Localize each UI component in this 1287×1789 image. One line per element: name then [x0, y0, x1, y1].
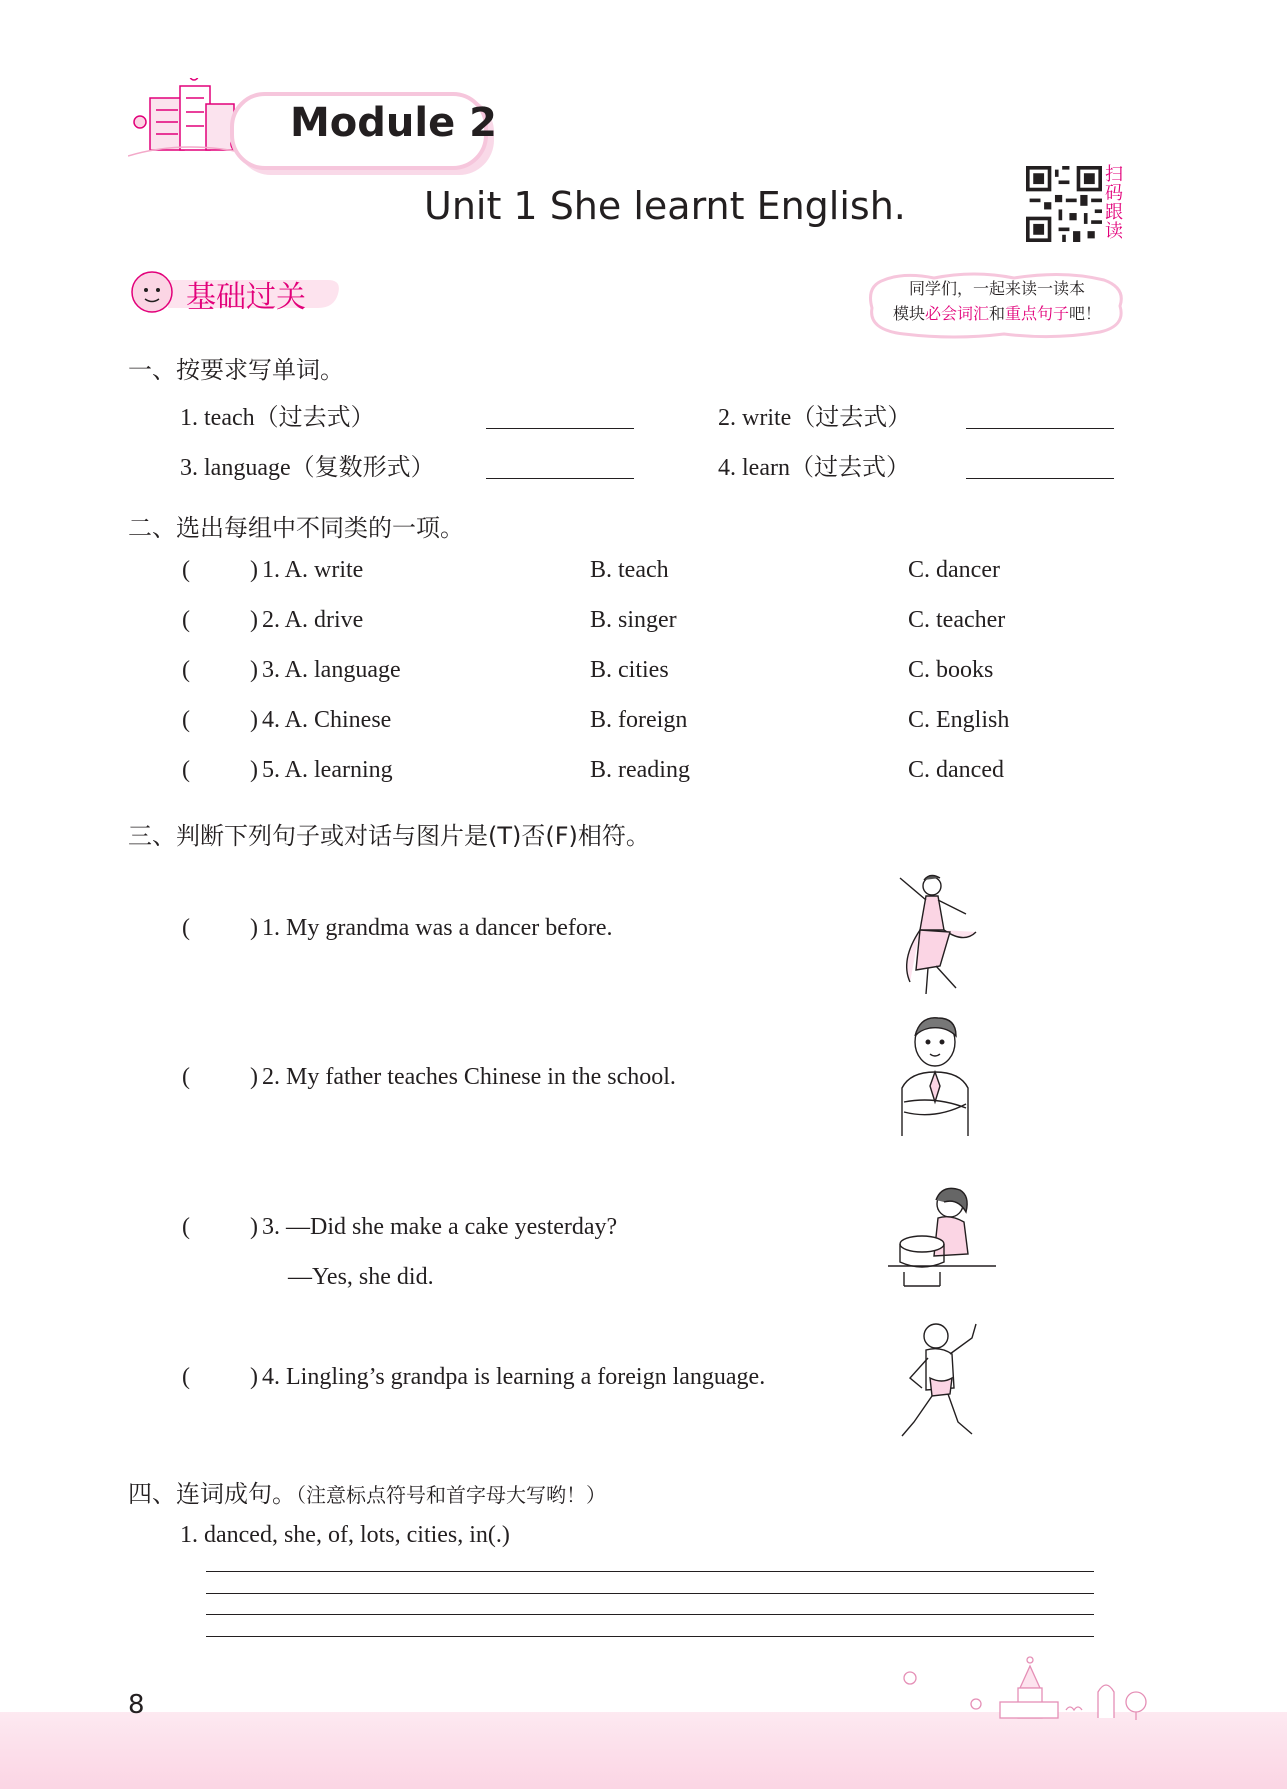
- part4-note: （注意标点符号和首字母大写哟！）: [296, 1485, 606, 1507]
- answer-paren-open: (: [182, 557, 190, 583]
- tf-statement-1: 1. My grandma was a dancer before.: [262, 915, 613, 941]
- answer-paren-open: (: [182, 707, 190, 733]
- tf-statement-4: 4. Lingling’s grandpa is learning a foreign language.: [262, 1364, 766, 1390]
- answer-paren-close[interactable]: ): [250, 707, 258, 733]
- tf-statement-2: 2. My father teaches Chinese in the school.: [262, 1064, 676, 1090]
- page-number: 8: [128, 1690, 145, 1720]
- part2-heading: 二、选出每组中不同类的一项。: [128, 514, 464, 542]
- option-c-1: C. dancer: [908, 557, 1000, 583]
- answer-paren-open: (: [182, 607, 190, 633]
- writing-line-2[interactable]: [206, 1593, 1094, 1594]
- section-title: 基础过关: [186, 280, 306, 315]
- girl-making-cake-picture: [886, 1182, 998, 1288]
- option-b-5: B. reading: [590, 757, 690, 783]
- dancer-picture: [880, 870, 990, 998]
- part1-item-1: 1. teach（过去式）: [180, 405, 375, 431]
- answer-paren-open: (: [182, 915, 190, 941]
- answer-paren-close[interactable]: ): [250, 915, 258, 941]
- answer-paren-open: (: [182, 1364, 190, 1390]
- part1-heading: 一、按要求写单词。: [128, 356, 344, 384]
- highlight-sentences: 重点句子: [1005, 306, 1070, 323]
- answer-paren-close[interactable]: ): [250, 607, 258, 633]
- answer-paren-close[interactable]: ): [250, 1064, 258, 1090]
- answer-paren-close[interactable]: ): [250, 1214, 258, 1240]
- tf-statement-3-reply: —Yes, she did.: [288, 1264, 434, 1290]
- option-b-3: B. cities: [590, 657, 669, 683]
- part1-item-4: 4. learn（过去式）: [718, 455, 910, 481]
- option-b-2: B. singer: [590, 607, 677, 633]
- answer-paren-close[interactable]: ): [250, 757, 258, 783]
- speech-cloud-text: [872, 277, 1122, 327]
- answer-paren-close[interactable]: ): [250, 557, 258, 583]
- writing-line-1[interactable]: [206, 1571, 1094, 1572]
- option-a-5: 5. A. learning: [262, 757, 393, 783]
- option-c-2: C. teacher: [908, 607, 1006, 633]
- part4-heading: 四、连词成句。（注意标点符号和首字母大写哟！）: [128, 1480, 606, 1508]
- option-a-3: 3. A. language: [262, 657, 401, 683]
- writing-line-3[interactable]: [206, 1614, 1094, 1615]
- answer-paren-open: (: [182, 1064, 190, 1090]
- answer-blank-3[interactable]: [486, 478, 634, 479]
- part1-item-2: 2. write（过去式）: [718, 405, 912, 431]
- tf-statement-3: 3. —Did she make a cake yesterday?: [262, 1214, 618, 1240]
- option-c-4: C. English: [908, 707, 1010, 733]
- qr-code-icon[interactable]: [1026, 166, 1102, 242]
- part3-heading: 三、判断下列句子或对话与图片是(T)否(F)相符。: [128, 822, 650, 850]
- answer-paren-open: (: [182, 757, 190, 783]
- option-a-1: 1. A. write: [262, 557, 364, 583]
- part1-item-3: 3. language（复数形式）: [180, 455, 435, 481]
- qr-label: 扫码跟读: [1105, 164, 1123, 242]
- highlight-vocabulary: 必会词汇: [924, 306, 989, 323]
- father-picture: [890, 1012, 980, 1136]
- unit-title: Unit 1 She learnt English.: [424, 184, 906, 228]
- option-a-4: 4. A. Chinese: [262, 707, 392, 733]
- answer-paren-open: (: [182, 1214, 190, 1240]
- option-c-5: C. danced: [908, 757, 1004, 783]
- writing-line-4[interactable]: [206, 1636, 1094, 1637]
- castle-decoration: [880, 1648, 1180, 1724]
- answer-blank-1[interactable]: [486, 428, 634, 429]
- option-b-4: B. foreign: [590, 707, 688, 733]
- cloud-line-1: 同学们，一起来读一读本: [908, 281, 1085, 298]
- option-a-2: 2. A. drive: [262, 607, 364, 633]
- grandpa-picture: [892, 1318, 986, 1442]
- part4-item-1: 1. danced, she, of, lots, cities, in(.): [180, 1522, 510, 1548]
- cloud-line-2: 模块必会词汇和重点句子吧！: [892, 306, 1102, 323]
- module-title: Module 2: [290, 100, 497, 146]
- answer-blank-2[interactable]: [966, 428, 1114, 429]
- answer-paren-close[interactable]: ): [250, 1364, 258, 1390]
- answer-paren-close[interactable]: ): [250, 657, 258, 683]
- answer-paren-open: (: [182, 657, 190, 683]
- option-b-1: B. teach: [590, 557, 669, 583]
- answer-blank-4[interactable]: [966, 478, 1114, 479]
- option-c-3: C. books: [908, 657, 994, 683]
